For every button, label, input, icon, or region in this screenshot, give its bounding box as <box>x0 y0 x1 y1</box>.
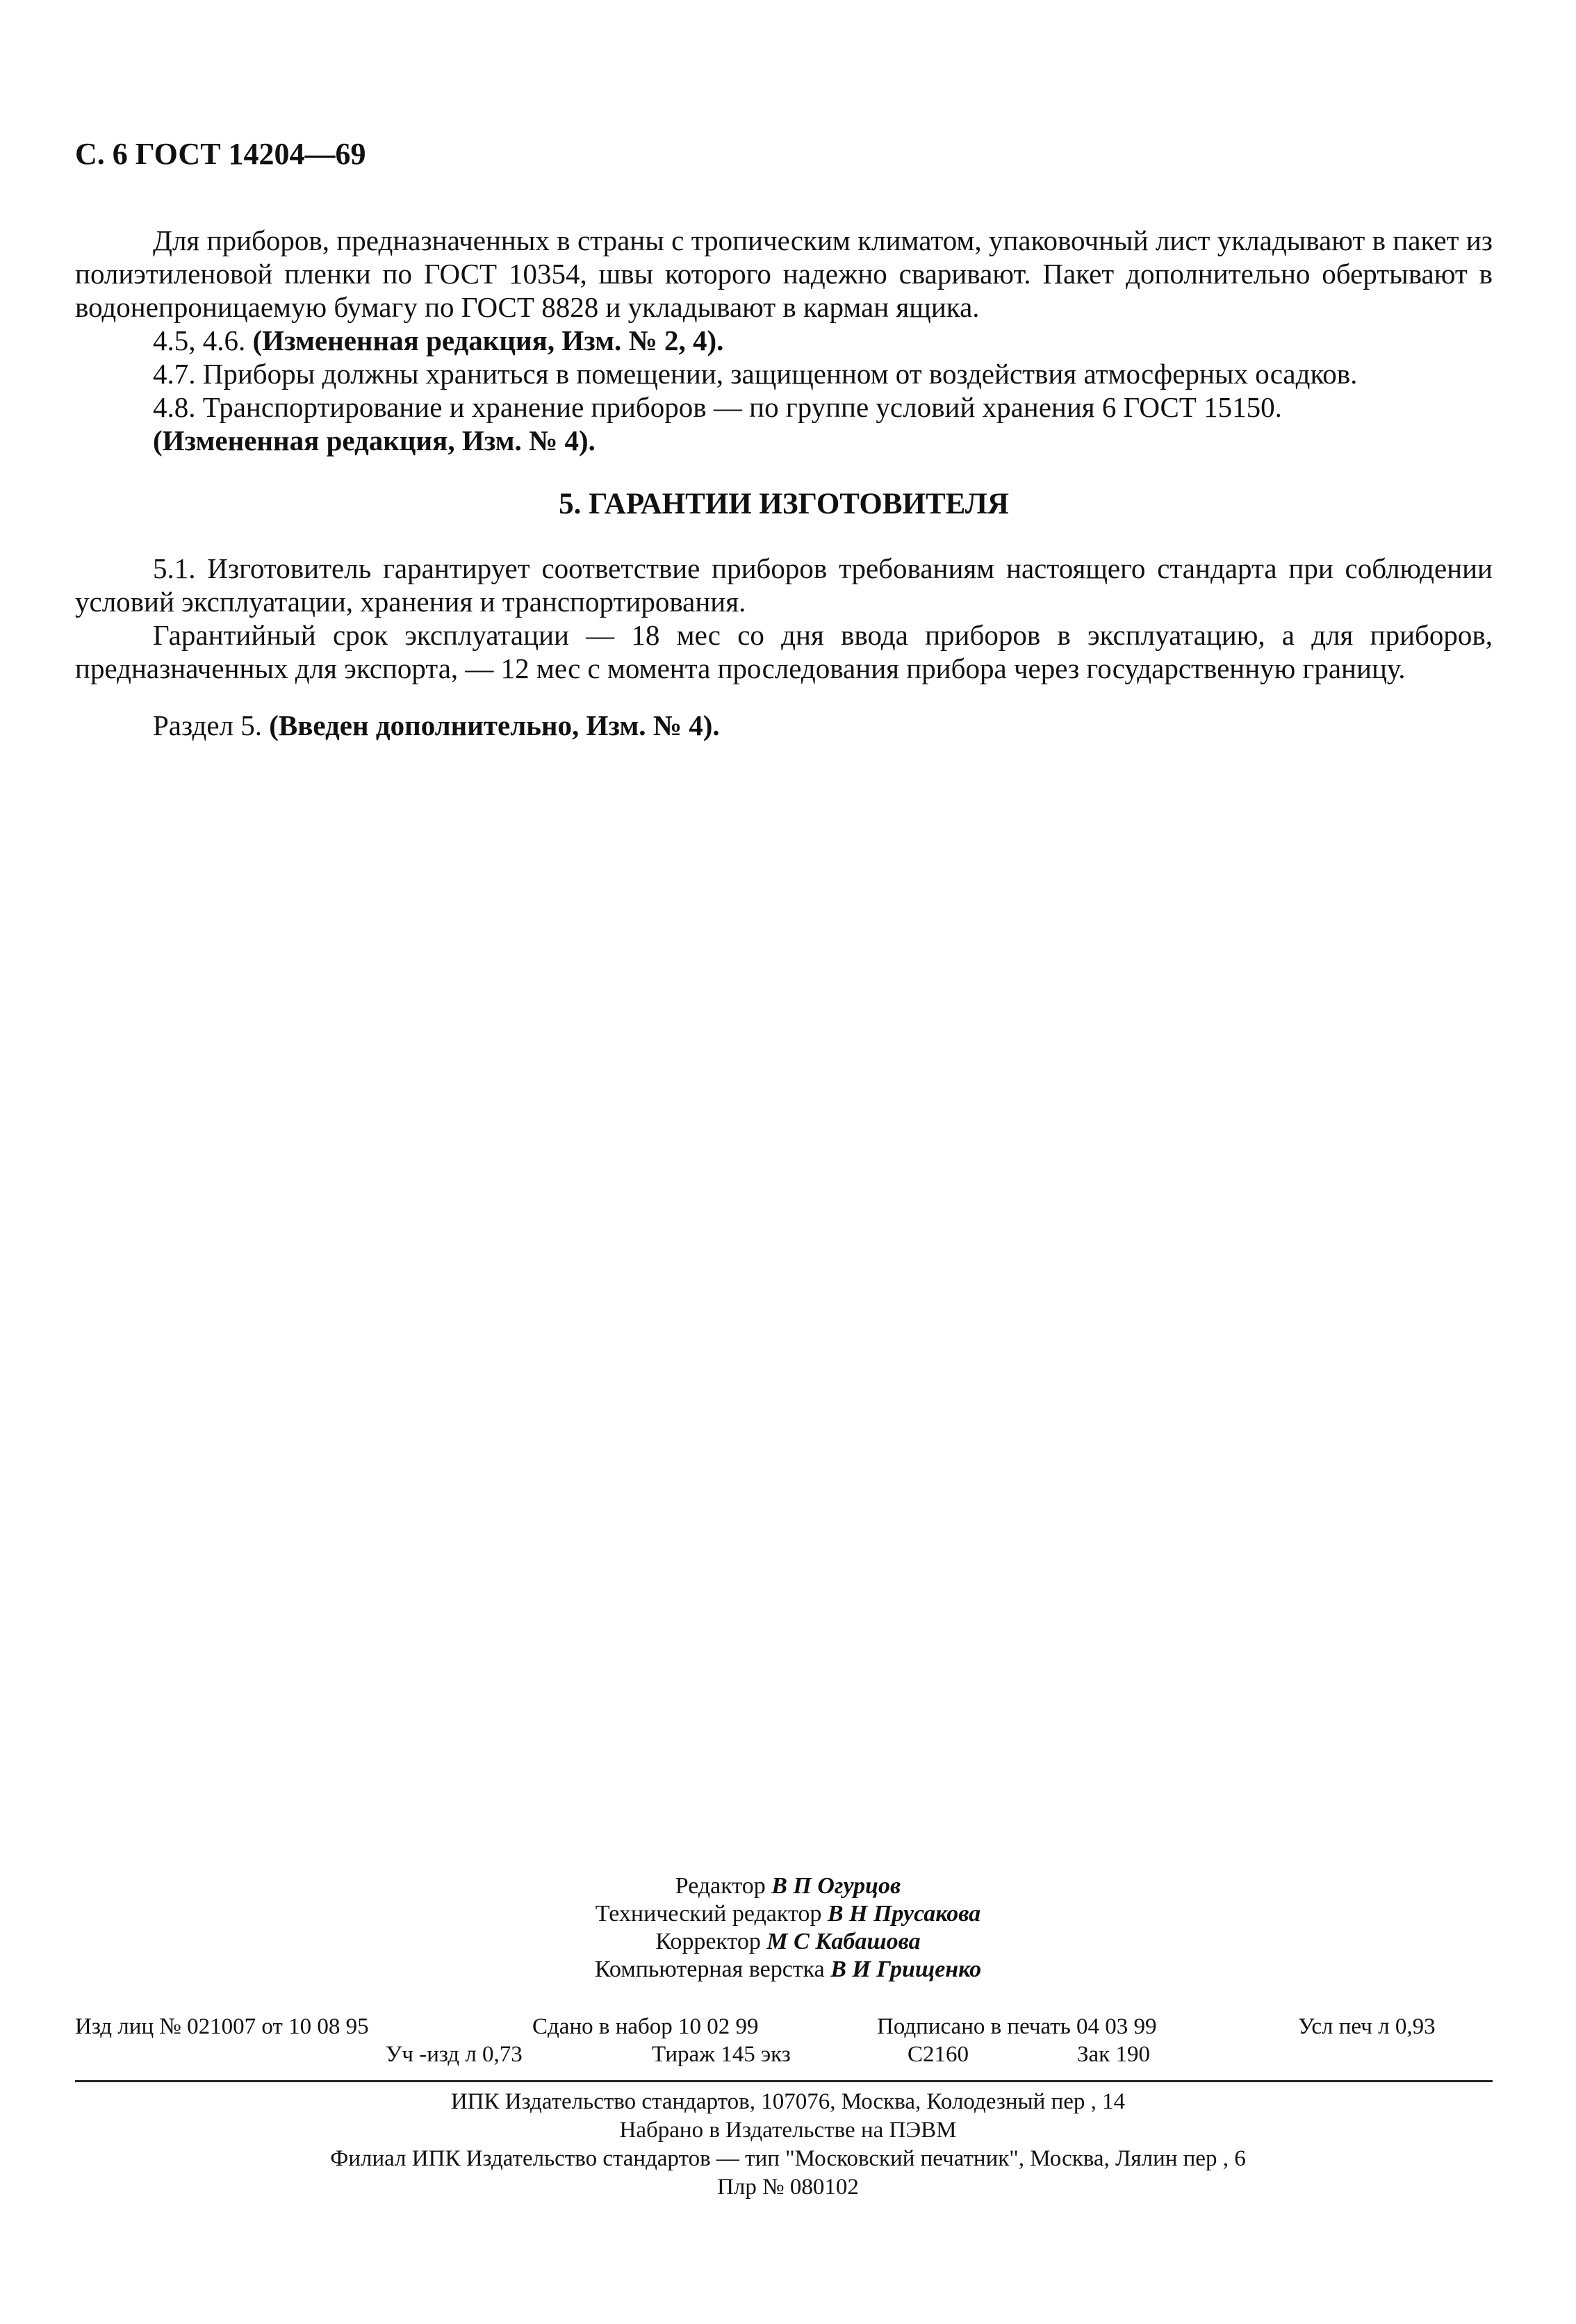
publisher-line-1: ИПК Издательство стандартов, 107076, Москва, Колодезный пер , 14 <box>450 2089 1126 2114</box>
section-ref: Раздел 5. <box>153 709 270 741</box>
publisher-line-2: Набрано в Издательстве на ПЭВМ <box>619 2118 957 2143</box>
paragraph-section-note <box>75 709 1493 742</box>
imprint-order: Зак 190 <box>1077 2042 1150 2067</box>
imprint-license: Изд лиц № 021007 от 10 08 95 <box>75 2014 369 2039</box>
publisher-line-4: Плр № 080102 <box>717 2175 859 2200</box>
revision-note: (Измененная редакция, Изм. № 4). <box>153 425 596 456</box>
paragraph-warranty-period: Гарантийный срок эксплуатации — 18 мес со дня ввода приборов в эксплуатацию, а для приборов, предназначенных для экспорта, — 12 мес с момента проследования прибора через государственную границу. <box>75 619 1493 684</box>
body-text <box>75 224 1493 742</box>
credit-proofreader: Корректор М С Кабашова <box>655 1929 921 1954</box>
paragraph-4-5-4-6 <box>75 324 1493 357</box>
horizontal-rule <box>75 2080 1493 2082</box>
running-head: С. 6 ГОСТ 14204—69 <box>75 137 366 171</box>
revision-note: (Введен дополнительно, Изм. № 4). <box>269 709 720 741</box>
imprint-signed: Подписано в печать 04 03 99 <box>877 2014 1157 2039</box>
publisher-block <box>0 2088 1576 2202</box>
credit-editor: Редактор В П Огурцов <box>675 1873 901 1899</box>
publisher-line-3: Филиал ИПК Издательство стандартов — тип "Московский печатник", Москва, Лялин пер , 6 <box>330 2146 1246 2171</box>
paragraph-4-8: 4.8. Транспортирование и хранение приборов — по группе условий хранения 6 ГОСТ 15150. <box>153 391 1282 423</box>
imprint-code: С2160 <box>908 2042 969 2067</box>
paragraph-4-7: 4.7. Приборы должны храниться в помещении, защищенном от воздействия атмосферных осадков. <box>153 358 1358 390</box>
credits-block <box>0 1872 1576 1984</box>
imprint-circulation: Тираж 145 экз <box>652 2042 791 2067</box>
credit-layout: Компьютерная верстка В И Грищенко <box>594 1956 982 1982</box>
imprint-row-1 <box>75 2013 1493 2041</box>
paragraph-tropical-packing: Для приборов, предназначенных в страны с тропическим климатом, упаковочный лист укладывают в пакет из полиэтиленовой пленки по ГОСТ 10354, швы которого надежно сваривают. Пакет дополнительно обертывают в водонепроницаемую бумагу по ГОСТ 8828 и укладывают в карман ящика. <box>75 224 1493 323</box>
imprint-pub-sheets: Уч -изд л 0,73 <box>386 2042 523 2067</box>
imprint-row-2 <box>75 2041 1493 2068</box>
paragraph-4-8-note <box>75 424 1493 457</box>
credit-tech-editor: Технический редактор В Н Прусакова <box>595 1901 981 1927</box>
revision-note: (Измененная редакция, Изм. № 2, 4). <box>252 324 724 356</box>
imprint-block <box>75 2013 1493 2068</box>
imprint-print-sheets: Усл печ л 0,93 <box>1298 2014 1436 2039</box>
section-title: 5. ГАРАНТИИ ИЗГОТОВИТЕЛЯ <box>559 488 1009 520</box>
paragraph-5-1: 5.1. Изготовитель гарантирует соответствие приборов требованиям настоящего стандарта при соблюдении условий эксплуатации, хранения и транспортирования. <box>75 552 1493 618</box>
imprint-submitted: Сдано в набор 10 02 99 <box>532 2014 759 2039</box>
clause-number: 4.5, 4.6. <box>153 324 253 356</box>
